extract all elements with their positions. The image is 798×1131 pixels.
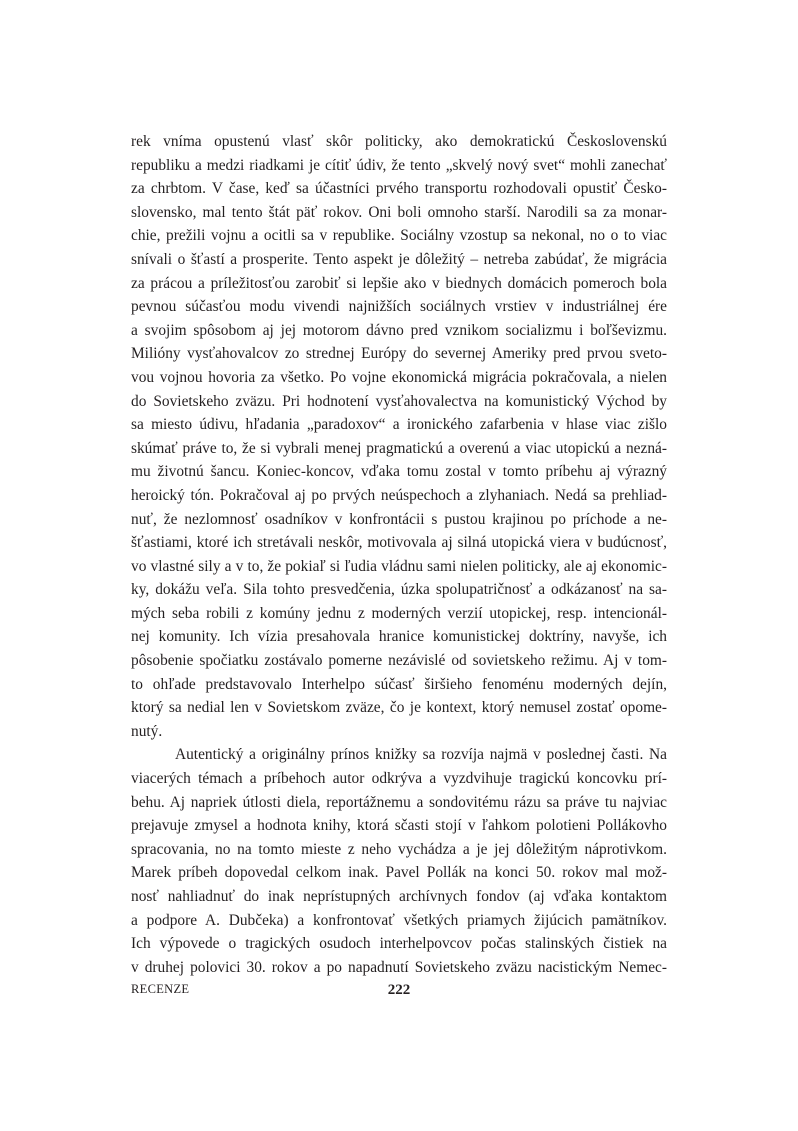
body-line: republiku a medzi riadkami je cítiť údiv, že tento „skvelý nový svet“ mohli zanechať: [131, 156, 667, 174]
body-line: rek vníma opustenú vlasť skôr politicky, ako demokratickú Československú: [131, 133, 667, 150]
body-line: skúmať práve to, že si vybrali menej pragmatickú a overenú a viac utopickú a nezná-: [131, 439, 667, 457]
body-line: spracovania, no na tomto mieste z neho vychádza a je jej dôležitým náprotivkom.: [131, 840, 667, 858]
body-line: a podpore A. Dubčeka) a konfrontovať všetkých priamych žijúcich pamätníkov.: [131, 911, 667, 929]
body-line: Marek príbeh dopovedal celkom inak. Pavel Pollák na konci 50. rokov mal mož-: [131, 864, 667, 882]
body-line: vo vlastné sily a v to, že pokiaľ si ľudia vládnu sami nielen politicky, ale aj ekonomic-: [131, 557, 667, 575]
body-line: Ich výpovede o tragických osudoch interhelpovcov počas stalinských čistiek na: [131, 935, 667, 953]
body-line: heroický tón. Pokračoval aj po prvých neúspechoch a zlyhaniach. Nedá sa prehliad-: [131, 486, 667, 504]
body-line: to ohľade predstavovalo Interhelpo súčasť širšieho fenoménu moderných dejín,: [131, 675, 667, 693]
paragraph-first-line: Autentický a originálny prínos knižky sa rozvíja najmä v poslednej časti. Na: [175, 746, 667, 764]
body-line: pevnou súčasťou modu vivendi najnižších sociálnych vrstiev v industriálnej ére: [131, 298, 667, 316]
body-line: prejavuje zmysel a hodnota knihy, ktorá sčasti stojí v ľahkom polotieni Pollákovho: [131, 817, 667, 835]
body-line: nosť nahliadnuť do inak neprístupných archívnych fondov (aj vďaka kontaktom: [131, 888, 667, 905]
body-line: snívali o šťastí a prosperite. Tento aspekt je dôležitý – netreba zabúdať, že migrácia: [131, 250, 667, 268]
body-line: nej komunity. Ich vízia presahovala hranice komunistickej doktríny, navyše, ich: [131, 628, 667, 646]
body-line: mých seba robili z komúny jednu z moderných verzií utopickej, resp. intencionál-: [131, 604, 667, 622]
page-number: 222: [387, 982, 411, 998]
body-line: a svojim spôsobom aj jej motorom dávno pred vznikom socializmu i boľševizmu.: [131, 321, 667, 339]
body-line: za prácou a príležitosťou zarobiť si lepšie ako v biednych domácich pomeroch bola: [131, 274, 667, 292]
body-line: do Sovietskeho zväzu. Pri hodnotení vysťahovalectva na komunistický Východ by: [131, 392, 667, 410]
body-line: viacerých témach a príbehoch autor odkrýva a vyzdvihuje tragickú koncovku prí-: [131, 770, 667, 788]
body-line: pôsobenie spočiatku zostávalo pomerne nezávislé od sovietskeho režimu. Aj v tom-: [131, 652, 667, 670]
body-line: slovensko, mal tento štát päť rokov. Oni boli omnoho starší. Narodili sa za monar-: [131, 203, 667, 221]
body-text: [131, 130, 667, 979]
body-line: sa miesto údivu, hľadania „paradoxov“ a ironického zafarbenia v hlase viac zišlo: [131, 416, 667, 434]
body-line: behu. Aj napriek útlosti diela, reportážnemu a sondovitému rázu sa práve tu najviac: [131, 793, 667, 811]
body-line: v druhej polovici 30. rokov a po napadnutí Sovietskeho zväzu nacistickým Nemec-: [131, 958, 667, 976]
body-line: vou vojnou hovoria za všetko. Po vojne ekonomická migrácia pokračovala, a nielen: [131, 368, 667, 386]
body-line: za chrbtom. V čase, keď sa účastníci prvého transportu rozhodovali opustiť Česko-: [131, 180, 667, 198]
body-line: šťastiami, ktoré ich stretávali neskôr, motivovala aj silná utopická viera v budúcnosť,: [131, 534, 667, 552]
body-line: Milióny vysťahovalcov zo strednej Európy do severnej Ameriky pred prvou sveto-: [131, 345, 667, 363]
body-line: nuť, že nezlomnosť osadníkov v konfrontácii s pustou krajinou po príchode a ne-: [131, 510, 667, 528]
body-line: ky, dokážu veľa. Sila tohto presvedčenia, úzka spolupatričnosť a odkázanosť na sa-: [131, 581, 667, 599]
body-line: ktorý sa nedial len v Sovietskom zväze, čo je kontext, ktorý nemusel zostať opome-: [131, 699, 667, 717]
body-line: mu životnú šancu. Koniec-koncov, vďaka tomu zostal v tomto príbehu aj výrazný: [131, 463, 667, 481]
body-line: nutý.: [131, 722, 163, 740]
body-line: chie, prežili vojnu a ocitli sa v republike. Sociálny vzostup sa nekonal, no o to viac: [131, 227, 667, 245]
footer-section-label: RECENZE: [131, 982, 190, 996]
